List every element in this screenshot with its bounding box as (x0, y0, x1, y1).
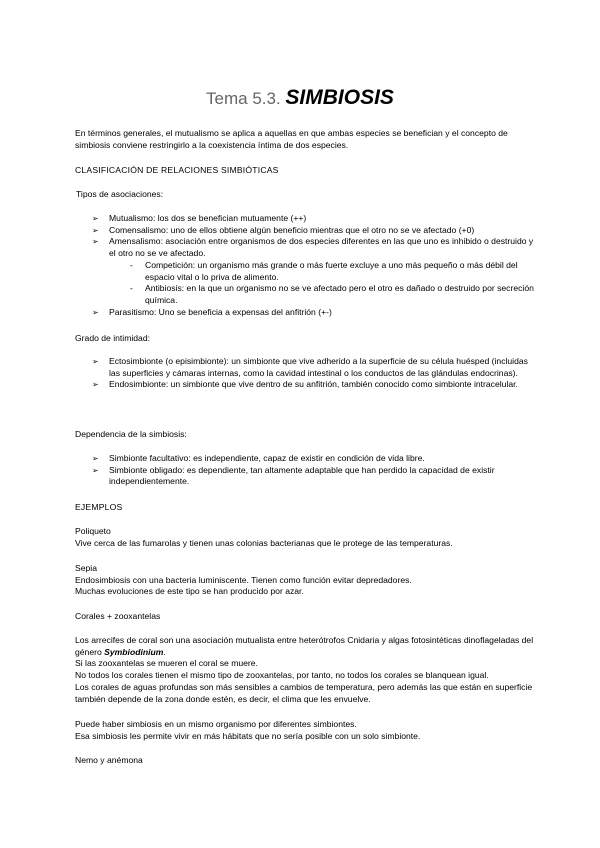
amensalismo-subtypes (75, 260, 535, 307)
types-heading: Tipos de asociaciones: (76, 189, 164, 199)
example-sepia (75, 563, 535, 598)
dash-bullet: - (130, 259, 133, 270)
title-prefix: Tema 5.3. (206, 89, 281, 108)
bullet-arrow-icon: ➢ (92, 307, 99, 317)
bullet-arrow-icon: ➢ (92, 214, 99, 223)
intimacy-heading: Grado de intimidad: (75, 333, 150, 343)
dash-bullet: - (130, 283, 133, 294)
examples-heading: EJEMPLOS (75, 502, 123, 512)
list-item: ➢ Comensalismo: uno de ellos obtiene algún beneficio mientras que el otro no se ve afectado (+0) (92, 224, 475, 235)
list-item: - Antibiosis: en la que un organismo no se ve afectado pero el otro es dañado o destruido por secreción química. (130, 283, 534, 305)
example-text: Los corales de aguas profundas son más sensibles a cambios de temperatura, pero además las que están en superficie también depende de la zona donde estén, es decir, el clima que les envuelve. (75, 681, 533, 704)
bullet-arrow-icon: ➢ (92, 237, 99, 247)
example-corales (75, 635, 535, 705)
example-text: Puede haber simbiosis en un mismo organismo por diferentes simbiontes. (75, 719, 357, 729)
genus-name: Symbiodinium (104, 646, 164, 657)
intro-paragraph: En términos generales, el mutualismo se aplica a aquellas en que ambas especies se benefician y el concepto de simbiosis conviene restringirlo a la coexistencia íntima de dos especies. (75, 128, 508, 150)
example-title: Poliqueto (75, 526, 111, 536)
bullet-arrow-icon: ➢ (92, 465, 99, 475)
title-main: SIMBIOSIS (285, 86, 394, 109)
list-item: ➢ Endosimbionte: un simbionte que vive dentro de su anfitrión, también conocido como simbionte intracelular. (92, 379, 518, 390)
intimacy-list (75, 356, 535, 391)
list-item: ➢ Parasitismo: Uno se beneficia a expensas del anfitrión (+-) (92, 306, 332, 317)
example-text: Muchas evoluciones de este tipo se han producido por azar. (75, 586, 304, 597)
example-text: Vive cerca de las fumarolas y tienen unas colonias bacterianas que le protege de las temperaturas. (75, 537, 453, 548)
dependence-heading: Dependencia de la simbiosis: (75, 429, 187, 439)
bullet-arrow-icon: ➢ (92, 454, 99, 463)
example-corales-extra (75, 719, 535, 742)
list-item: ➢ Simbionte obligado: es dependiente, tan altamente adaptable que han perdido la capacidad de existir independientemente. (92, 464, 495, 487)
example-title-corales: Corales + zooxantelas (75, 611, 161, 621)
bullet-arrow-icon: ➢ (92, 380, 99, 390)
list-item: ➢ Simbionte facultativo: es independiente, capaz de existir en condición de vida libre. (92, 453, 425, 463)
example-text: Esa simbiosis les permite vivir en más hábitats que no sería posible con un solo simbionte. (75, 730, 421, 741)
classification-heading: CLASIFICACIÓN DE RELACIONES SIMBIÓTICAS (75, 165, 279, 175)
example-title: Sepia (75, 563, 97, 573)
example-text: Si las zooxantelas se mueren el coral se muere. (75, 658, 258, 669)
bullet-arrow-icon: ➢ (92, 357, 99, 366)
example-title-nemo: Nemo y anémona (75, 755, 143, 765)
page-title (0, 86, 600, 111)
dependence-list (75, 453, 535, 488)
list-item: ➢ Mutualismo: los dos se benefician mutuamente (++) (92, 213, 307, 223)
example-poliqueto (75, 526, 535, 549)
example-text: No todos los corales tienen el mismo tipo de zooxantelas, por tanto, no todos los corales se blanquean igual. (75, 670, 489, 681)
list-item: ➢ Amensalismo: asociación entre organismos de dos especies diferentes en las que uno es inhibido o destruido y el otro no se ve afectado. (92, 236, 534, 259)
types-list (75, 213, 535, 318)
bullet-arrow-icon: ➢ (92, 225, 99, 235)
list-item: ➢ Ectosimbionte (o episimbionte): un simbionte que vive adherido a la superficie de su célula huésped (incluidas las superficies y cámaras internas, como la cavidad intestinal o los conductos de las glándulas endocrinas). (92, 356, 528, 378)
example-text: Los arrecifes de coral son una asociación mutualista entre heterótrofos Cnidaria y algas fotosintéticas dinoflageladas del género Symbiodinium. (75, 635, 534, 657)
example-text: Endosimbiosis con una bacteria luminiscente. Tienen como función evitar depredadores. (75, 574, 412, 585)
list-item: - Competición: un organismo más grande o más fuerte excluye a uno más pequeño o más débil del espacio vital o lo priva de alimento. (130, 259, 518, 282)
